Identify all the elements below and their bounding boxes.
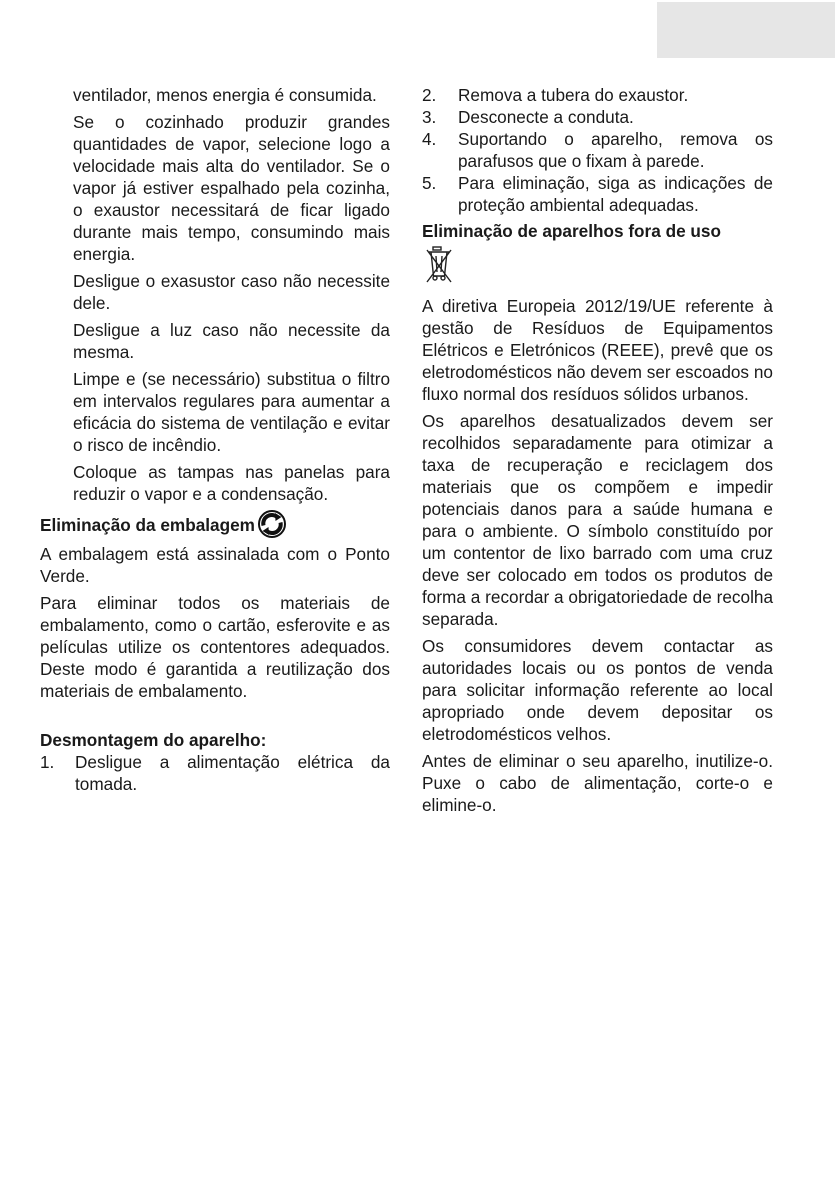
list-item	[422, 106, 773, 128]
disposal-paragraph: Os aparelhos desatualizados devem ser recolhidos separadamente para otimizar a taxa de recuperação e reciclagem dos materiais que os compõem e impedir potenciais danos para a saúde humana e para o ambiente. O símbolo constituído por um contentor de lixo barrado com uma cruz deve ser colocado em todos os produtos de forma a recordar a obrigatoriedade de recolha separada.	[422, 411, 773, 629]
packaging-paragraph: Para eliminar todos os materiais de embalamento, como o cartão, esferovite e as películas utilize os contentores adequados. Deste modo é garantida a reutilização dos materiais de embalamento.	[40, 593, 390, 701]
list-item	[422, 128, 773, 172]
step-number: 5.	[422, 173, 437, 193]
tip-paragraph: Desligue a luz caso não necessite da mesma.	[73, 320, 390, 362]
disassembly-steps	[40, 751, 390, 795]
disassembly-heading: Desmontagem do aparelho:	[40, 730, 267, 750]
step-number: 4.	[422, 129, 437, 149]
step-text: Suportando o aparelho, remova os parafusos que o fixam à parede.	[458, 129, 773, 171]
list-item	[422, 84, 773, 106]
green-dot-icon	[257, 510, 287, 543]
list-item	[40, 751, 390, 795]
step-number: 2.	[422, 85, 437, 105]
disposal-paragraph: Os consumidores devem contactar as autoridades locais ou os pontos de venda para solicitar informação referente ao local apropriado onde devem depositar os eletrodomésticos velhos.	[422, 636, 773, 744]
step-text: Remova a tubera do exaustor.	[458, 85, 689, 105]
right-column	[422, 84, 773, 821]
tip-paragraph: ventilador, menos energia é consumida.	[73, 85, 377, 105]
disposal-paragraph: Antes de eliminar o seu aparelho, inutilize-o. Puxe o cabo de alimentação, corte-o e elimine-o.	[422, 751, 773, 815]
step-number: 3.	[422, 107, 437, 127]
tip-paragraph: Limpe e (se necessário) substitua o filtro em intervalos regulares para aumentar a eficácia do sistema de ventilação e evitar o risco de incêndio.	[73, 369, 390, 455]
step-text: Desconecte a conduta.	[458, 107, 634, 127]
disassembly-steps-continued	[422, 84, 773, 216]
step-text: Desligue a alimentação elétrica da tomada.	[75, 752, 390, 794]
disposal-heading: Eliminação de aparelhos fora de uso	[422, 221, 721, 241]
packaging-heading	[40, 510, 390, 543]
left-column	[40, 84, 390, 795]
crossed-bin-icon	[424, 244, 773, 289]
tip-paragraph: Desligue o exasustor caso não necessite dele.	[73, 271, 390, 313]
step-number: 1.	[40, 752, 55, 772]
packaging-paragraph: A embalagem está assinalada com o Ponto Verde.	[40, 544, 390, 586]
page-tab	[657, 2, 835, 58]
tip-paragraph: Coloque as tampas nas panelas para reduzir o vapor e a condensação.	[73, 462, 390, 504]
tip-paragraph: Se o cozinhado produzir grandes quantidades de vapor, selecione logo a velocidade mais alta do ventilador. Se o vapor já estiver espalhado pela cozinha, o exaustor necessitará de ficar ligado durante mais tempo, consumindo mais energia.	[73, 112, 390, 264]
list-item	[422, 172, 773, 216]
disposal-paragraph: A diretiva Europeia 2012/19/UE referente à gestão de Resíduos de Equipamentos Elétricos e Eletrónicos (REEE), prevê que os eletrodomésticos não devem ser escoados no fluxo normal dos resíduos sólidos urbanos.	[422, 296, 773, 404]
packaging-heading-text: Eliminação da embalagem	[40, 515, 255, 535]
step-text: Para eliminação, siga as indicações de proteção ambiental adequadas.	[458, 173, 773, 215]
